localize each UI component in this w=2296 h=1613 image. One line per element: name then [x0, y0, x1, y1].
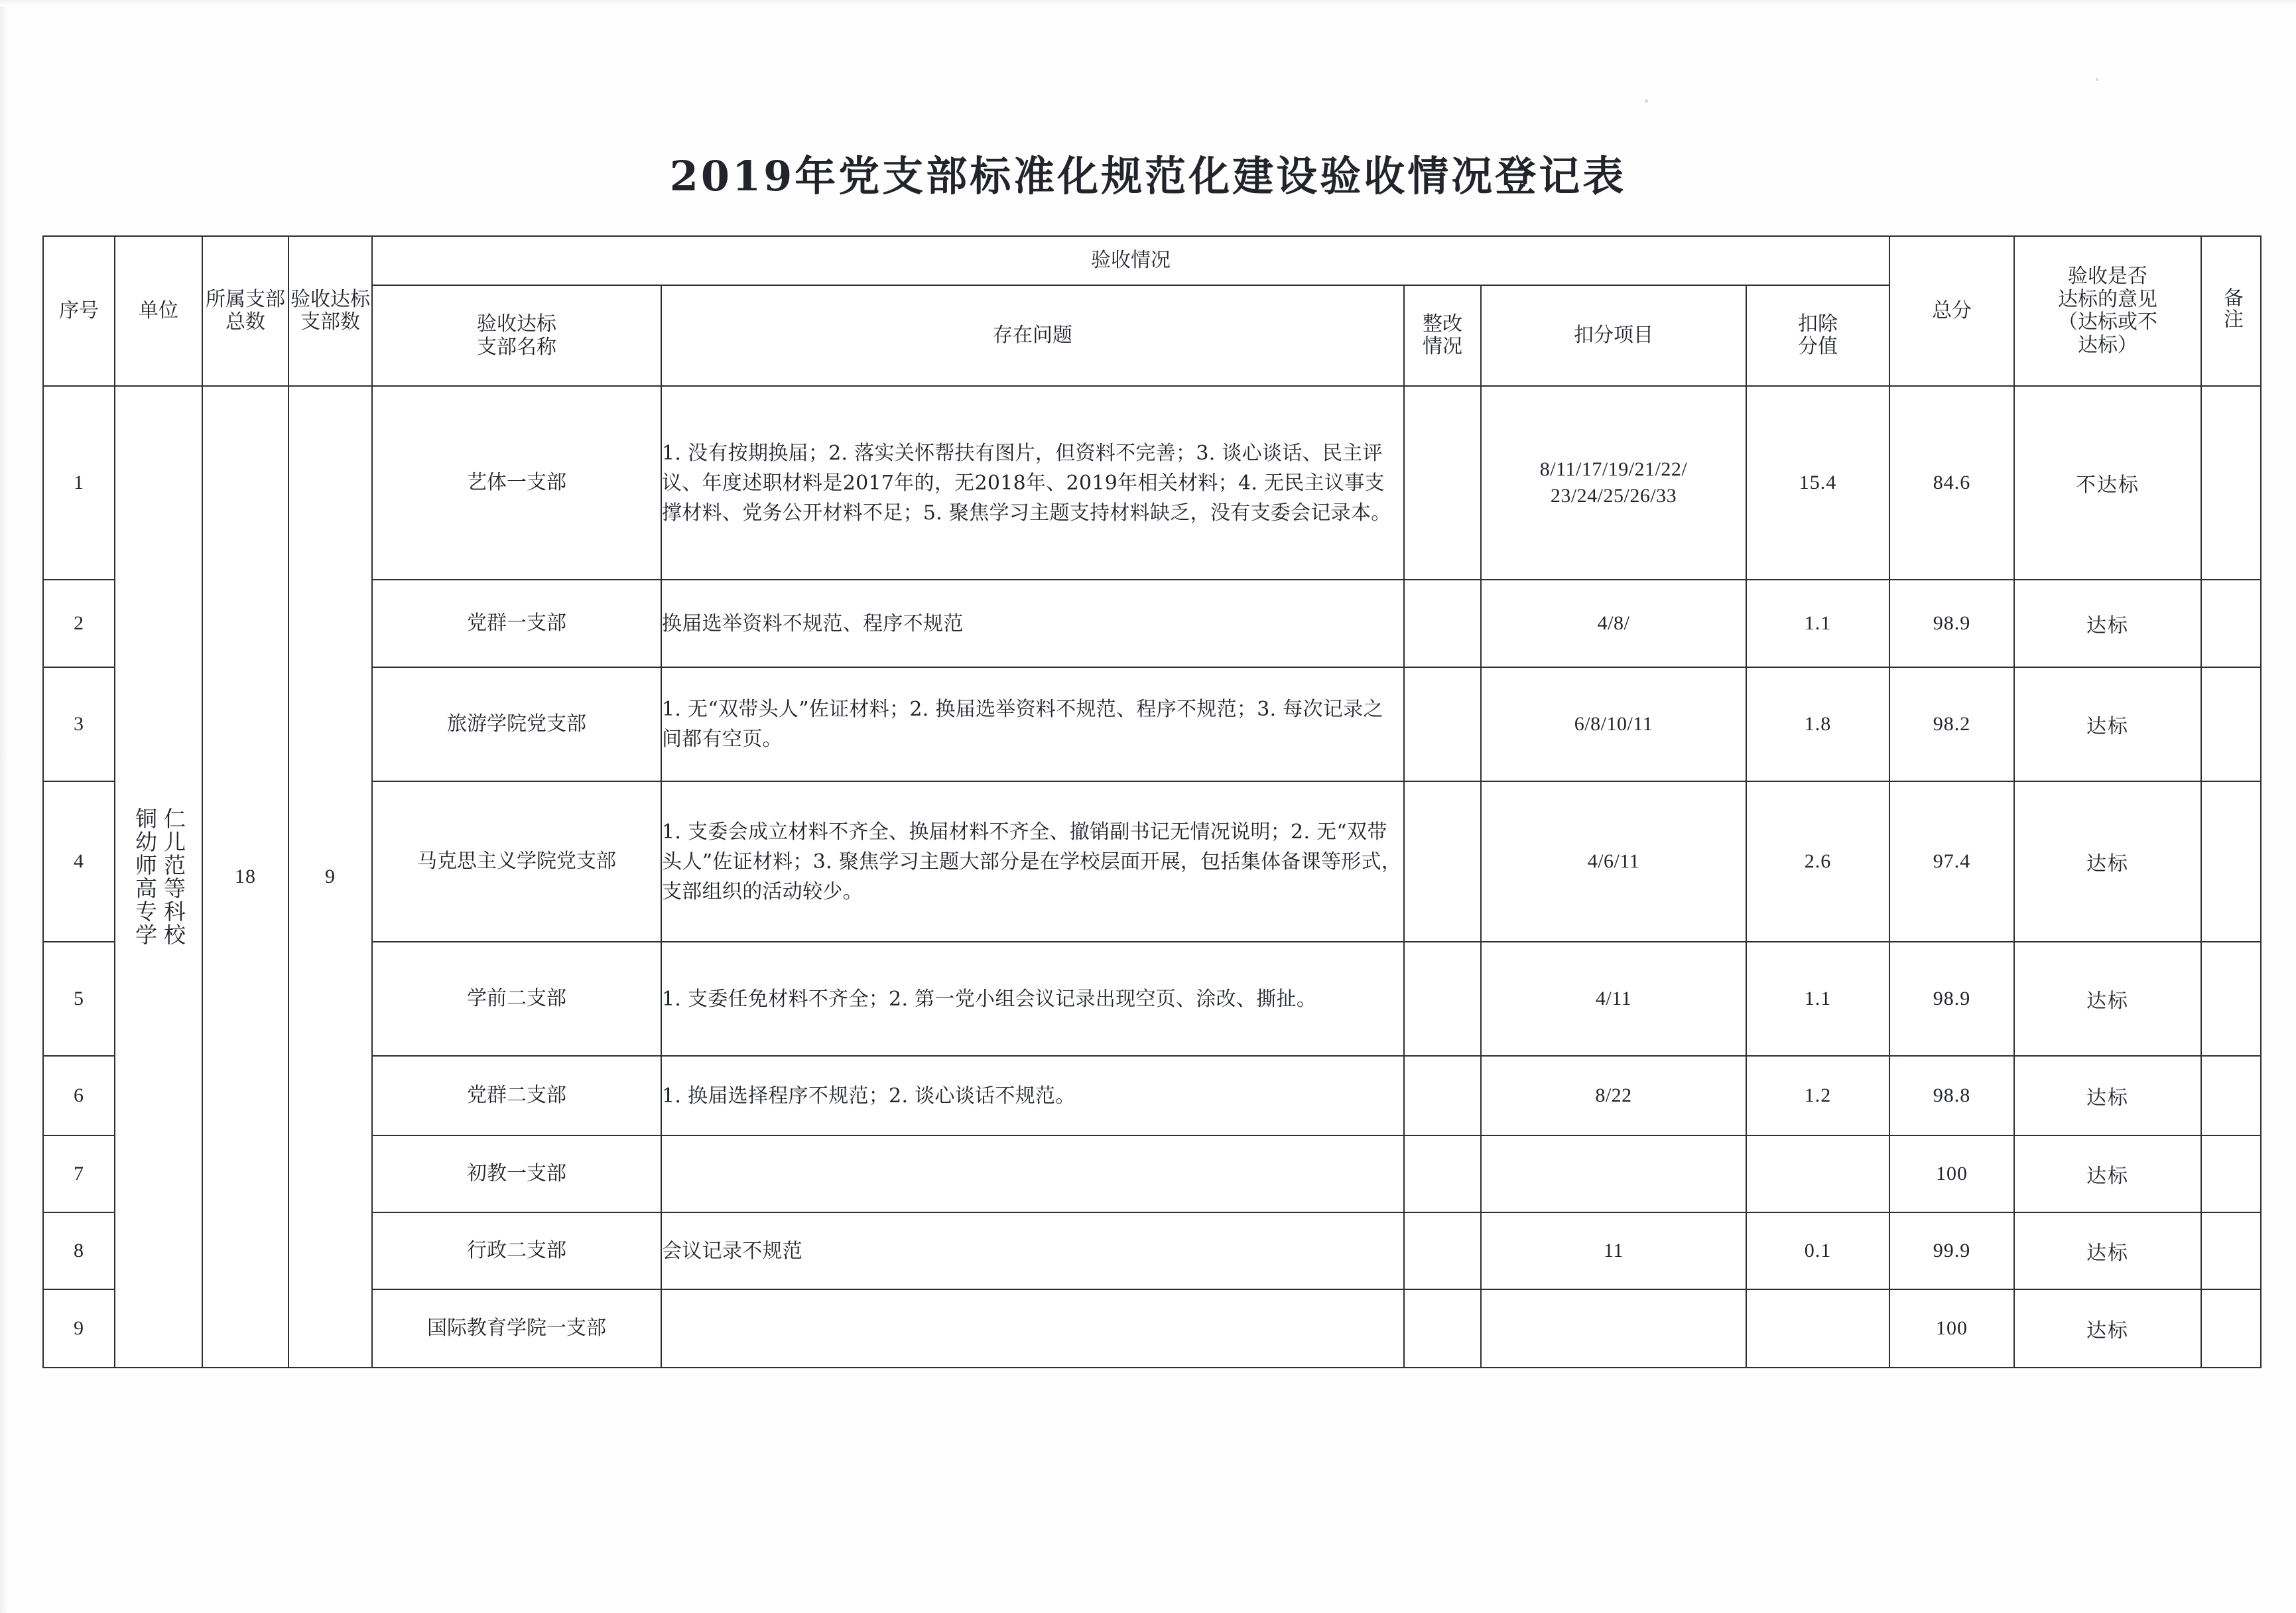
cell-opinion: 达标	[2014, 942, 2201, 1056]
header-opinion-line3: （达标或不	[2058, 310, 2158, 334]
header-qualified-branches: 验收达标支部数	[288, 236, 372, 386]
registration-table-container	[42, 235, 2260, 1368]
cell-seq: 4	[43, 781, 115, 942]
cell-problems: 1. 支委任免材料不齐全；2. 第一党小组会议记录出现空页、涂改、撕扯。	[661, 942, 1404, 1056]
cell-seq: 1	[43, 386, 115, 580]
cell-opinion: 达标	[2014, 1135, 2201, 1212]
cell-deduction-items: 4/11	[1481, 942, 1746, 1056]
cell-remark	[2201, 1289, 2261, 1368]
header-rectification-line1: 整改	[1423, 312, 1462, 336]
cell-deduction-items: 11	[1481, 1212, 1746, 1289]
cell-deduction-items: 6/8/10/11	[1481, 667, 1746, 781]
unit-vertical-text	[115, 807, 202, 946]
cell-deduction-items: 8/22	[1481, 1056, 1746, 1135]
cell-deduction-value: 15.4	[1746, 386, 1889, 580]
cell-rectification	[1404, 1289, 1481, 1368]
cell-problems: 1. 没有按期换届；2. 落实关怀帮扶有图片，但资料不完善；3. 谈心谈话、民主评议、年度述职材料是2017年的，无2018年、2019年相关材料；4. 无民主议事支撑材料、党务公开材料不足；5. 聚焦学习主题支持材料缺乏，没有支委会记录本。	[661, 386, 1404, 580]
header-remark	[2201, 236, 2261, 386]
cell-seq: 9	[43, 1289, 115, 1368]
cell-deduction-value	[1746, 1289, 1889, 1368]
header-branch-name-line2: 支部名称	[477, 336, 556, 359]
cell-total-score: 84.6	[1889, 386, 2014, 580]
cell-branch-name: 国际教育学院一支部	[372, 1289, 661, 1368]
cell-deduction-value	[1746, 1135, 1889, 1212]
cell-problems	[661, 1135, 1404, 1212]
table-row	[43, 1135, 2261, 1212]
cell-branch-name: 旅游学院党支部	[372, 667, 661, 781]
cell-problems: 换届选举资料不规范、程序不规范	[661, 580, 1404, 667]
cell-deduction-items: 4/6/11	[1481, 781, 1746, 942]
cell-deduction-items-line2: 23/24/25/26/33	[1550, 485, 1677, 507]
cell-remark	[2201, 781, 2261, 942]
cell-total-score: 98.2	[1889, 667, 2014, 781]
cell-branch-name: 初教一支部	[372, 1135, 661, 1212]
table-row	[43, 942, 2261, 1056]
header-remark-text: 备注	[2219, 287, 2243, 330]
cell-opinion: 达标	[2014, 667, 2201, 781]
cell-unit	[115, 386, 202, 1368]
cell-total-score: 98.9	[1889, 942, 2014, 1056]
header-deduction-value-line1: 扣除	[1798, 312, 1838, 336]
cell-deduction-value: 1.8	[1746, 667, 1889, 781]
cell-deduction-items	[1481, 386, 1746, 580]
header-group-acceptance: 验收情况	[372, 236, 1889, 285]
unit-col-right-text: 仁儿范等科校	[160, 807, 186, 946]
cell-total-score: 97.4	[1889, 781, 2014, 942]
header-opinion-line2: 达标的意见	[2058, 287, 2158, 311]
table-row	[43, 667, 2261, 781]
cell-problems: 1. 无“双带头人”佐证材料；2. 换届选举资料不规范、程序不规范；3. 每次记录之间都有空页。	[661, 667, 1404, 781]
table-row	[43, 1289, 2261, 1368]
scan-edge-left	[0, 0, 9, 1613]
header-branch-name-line1: 验收达标	[477, 312, 556, 336]
cell-rectification	[1404, 942, 1481, 1056]
registration-table	[42, 235, 2262, 1368]
cell-deduction-value: 1.1	[1746, 942, 1889, 1056]
cell-seq: 7	[43, 1135, 115, 1212]
table-row	[43, 1212, 2261, 1289]
cell-remark	[2201, 386, 2261, 580]
cell-rectification	[1404, 1135, 1481, 1212]
cell-opinion: 达标	[2014, 1056, 2201, 1135]
cell-total-score: 100	[1889, 1289, 2014, 1368]
cell-total-score: 98.8	[1889, 1056, 2014, 1135]
cell-deduction-value: 2.6	[1746, 781, 1889, 942]
cell-deduction-value: 1.2	[1746, 1056, 1889, 1135]
scan-speck	[1645, 99, 1648, 103]
table-row	[43, 386, 2261, 580]
cell-remark	[2201, 942, 2261, 1056]
cell-deduction-items	[1481, 1289, 1746, 1368]
header-deduction-items: 扣分项目	[1481, 285, 1746, 386]
table-row	[43, 781, 2261, 942]
header-rectification	[1404, 285, 1481, 386]
cell-total-score: 98.9	[1889, 580, 2014, 667]
cell-rectification	[1404, 1056, 1481, 1135]
cell-opinion: 达标	[2014, 1289, 2201, 1368]
scan-speck	[2096, 78, 2098, 81]
header-total-branches: 所属支部总数	[202, 236, 288, 386]
header-opinion-line1: 验收是否	[2068, 265, 2148, 288]
scan-edge-top	[0, 0, 2296, 7]
header-deduction-value-line2: 分值	[1798, 335, 1838, 358]
cell-seq: 8	[43, 1212, 115, 1289]
cell-remark	[2201, 1135, 2261, 1212]
cell-branch-name: 学前二支部	[372, 942, 661, 1056]
cell-total-branches: 18	[202, 386, 288, 1368]
cell-remark	[2201, 667, 2261, 781]
cell-seq: 2	[43, 580, 115, 667]
cell-seq: 6	[43, 1056, 115, 1135]
header-rectification-line2: 情况	[1423, 335, 1462, 358]
cell-rectification	[1404, 580, 1481, 667]
cell-remark	[2201, 1056, 2261, 1135]
cell-seq: 5	[43, 942, 115, 1056]
cell-rectification	[1404, 386, 1481, 580]
cell-branch-name: 艺体一支部	[372, 386, 661, 580]
header-opinion-line4: 达标）	[2078, 333, 2138, 357]
cell-deduction-items: 4/8/	[1481, 580, 1746, 667]
cell-deduction-value: 1.1	[1746, 580, 1889, 667]
cell-problems: 会议记录不规范	[661, 1212, 1404, 1289]
table-header-row-top	[43, 236, 2261, 285]
cell-problems: 1. 支委会成立材料不齐全、换届材料不齐全、撤销副书记无情况说明；2. 无“双带头人”佐证材料；3. 聚焦学习主题大部分是在学校层面开展，包括集体备课等形式，支部组织的活动较少。	[661, 781, 1404, 942]
cell-remark	[2201, 580, 2261, 667]
header-unit: 单位	[115, 236, 202, 386]
cell-branch-name: 行政二支部	[372, 1212, 661, 1289]
cell-opinion: 达标	[2014, 580, 2201, 667]
cell-rectification	[1404, 781, 1481, 942]
header-problems: 存在问题	[661, 285, 1404, 386]
cell-opinion: 达标	[2014, 1212, 2201, 1289]
cell-branch-name: 马克思主义学院党支部	[372, 781, 661, 942]
cell-problems: 1. 换届选择程序不规范；2. 谈心谈话不规范。	[661, 1056, 1404, 1135]
cell-deduction-items-line1: 8/11/17/19/21/22/	[1539, 458, 1688, 480]
cell-branch-name: 党群二支部	[372, 1056, 661, 1135]
cell-opinion: 达标	[2014, 781, 2201, 942]
cell-rectification	[1404, 667, 1481, 781]
header-deduction-value	[1746, 285, 1889, 386]
unit-col-left	[132, 807, 157, 946]
unit-col-right	[160, 807, 185, 946]
cell-remark	[2201, 1212, 2261, 1289]
cell-total-score: 100	[1889, 1135, 2014, 1212]
cell-branch-name: 党群一支部	[372, 580, 661, 667]
cell-problems	[661, 1289, 1404, 1368]
page-title: 2019年党支部标准化规范化建设验收情况登记表	[669, 152, 1627, 200]
cell-deduction-value: 0.1	[1746, 1212, 1889, 1289]
header-opinion	[2014, 236, 2201, 386]
unit-col-left-text: 铜幼师高专学	[132, 807, 158, 946]
cell-total-score: 99.9	[1889, 1212, 2014, 1289]
header-branch-name	[372, 285, 661, 386]
cell-opinion: 不达标	[2014, 386, 2201, 580]
cell-rectification	[1404, 1212, 1481, 1289]
cell-seq: 3	[43, 667, 115, 781]
header-total-score: 总分	[1889, 236, 2014, 386]
cell-deduction-items	[1481, 1135, 1746, 1212]
cell-qualified-branches: 9	[288, 386, 372, 1368]
header-seq: 序号	[43, 236, 115, 386]
table-row	[43, 1056, 2261, 1135]
table-row	[43, 580, 2261, 667]
